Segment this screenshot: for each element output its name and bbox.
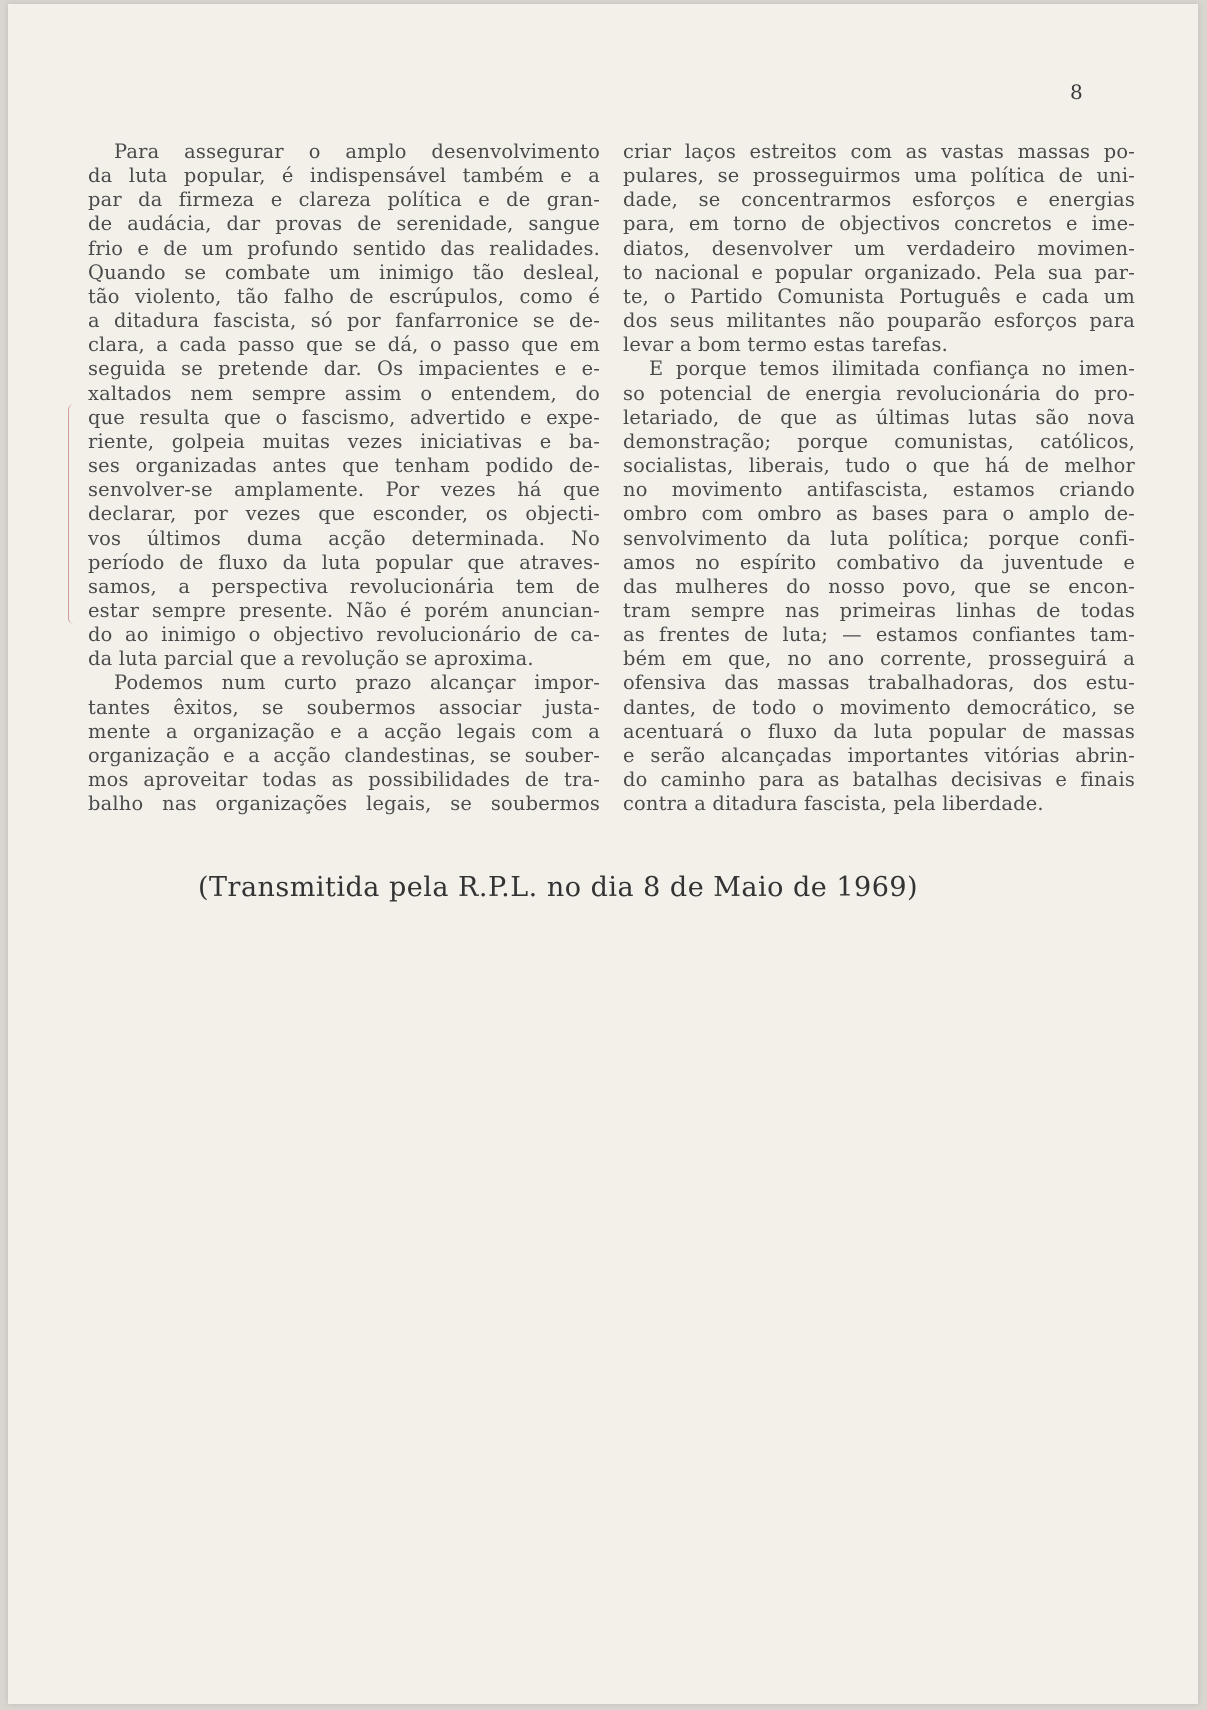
text-line: riente, golpeia muitas vezes iniciativas e ba- — [88, 429, 600, 453]
text-line: das mulheres do nosso povo, que se encon- — [623, 574, 1135, 598]
paragraph — [88, 140, 600, 671]
text-line: frio e de um profundo sentido das realidades. — [88, 236, 600, 260]
text-line: clara, a cada passo que se dá, o passo que em — [88, 333, 600, 357]
text-line: seguida se pretende dar. Os impacientes e e- — [88, 357, 600, 381]
text-line: senvolvimento da luta política; porque confi- — [623, 526, 1135, 550]
text-line: Podemos num curto prazo alcançar impor- — [114, 671, 600, 695]
text-line: do caminho para as batalhas decisivas e finais — [623, 768, 1135, 792]
text-line: ofensiva das massas trabalhadoras, dos estu- — [623, 671, 1135, 695]
text-line: par da firmeza e clareza política e de gran- — [88, 188, 600, 212]
text-line: tantes êxitos, se soubermos associar justa- — [88, 695, 600, 719]
text-line: as frentes de luta; — estamos confiantes tam- — [623, 623, 1135, 647]
left-column — [88, 140, 600, 816]
paragraph — [623, 357, 1135, 816]
margin-annotation-mark — [68, 404, 85, 624]
text-line: so potencial de energia revolucionária do pro- — [623, 381, 1135, 405]
text-line: to nacional e popular organizado. Pela sua par- — [623, 260, 1135, 284]
text-line: organização e a acção clandestinas, se souber- — [88, 743, 600, 767]
text-line: declarar, por vezes que esconder, os objecti- — [88, 502, 600, 526]
text-line: no movimento antifascista, estamos criando — [623, 478, 1135, 502]
text-line: Quando se combate um inimigo tão desleal, — [88, 260, 600, 284]
text-line: letariado, de que as últimas lutas são nova — [623, 405, 1135, 429]
page-number: 8 — [1070, 80, 1083, 104]
text-line: vos últimos duma acção determinada. No — [88, 526, 600, 550]
text-line: da luta parcial que a revolução se aproxima. — [88, 647, 534, 671]
text-line: xaltados nem sempre assim o entendem, do — [88, 381, 600, 405]
text-line: que resulta que o fascismo, advertido e expe- — [88, 405, 600, 429]
text-line: mos aproveitar todas as possibilidades de tra- — [88, 768, 600, 792]
text-line: levar a bom termo estas tarefas. — [623, 333, 948, 357]
text-line: ses organizadas antes que tenham podido de- — [88, 454, 600, 478]
paragraph — [623, 140, 1135, 357]
text-line: estar sempre presente. Não é porém anuncian- — [88, 598, 600, 622]
text-line: demonstração; porque comunistas, católicos, — [623, 429, 1135, 453]
text-line: pulares, se prosseguirmos uma política de uni- — [623, 164, 1135, 188]
text-line: tão violento, tão falho de escrúpulos, como é — [88, 284, 600, 308]
text-line: período de fluxo da luta popular que atraves- — [88, 550, 600, 574]
text-line: E porque temos ilimitada confiança no imen- — [649, 357, 1135, 381]
text-line: senvolver-se amplamente. Por vezes há que — [88, 478, 600, 502]
text-line: ombro com ombro as bases para o amplo de- — [623, 502, 1135, 526]
transmission-note: (Transmitida pela R.P.L. no dia 8 de Maio de 1969) — [198, 872, 919, 903]
text-line: contra a ditadura fascista, pela liberdade. — [623, 792, 1044, 816]
text-line: da luta popular, é indispensável também e a — [88, 164, 600, 188]
text-line: mente a organização e a acção legais com a — [88, 719, 600, 743]
text-line: diatos, desenvolver um verdadeiro movimen- — [623, 236, 1135, 260]
right-column — [623, 140, 1135, 816]
text-line: amos no espírito combativo da juventude e — [623, 550, 1135, 574]
text-line: dade, se concentrarmos esforços e energias — [623, 188, 1135, 212]
text-line: de audácia, dar provas de serenidade, sangue — [88, 212, 600, 236]
text-line: bém em que, no ano corrente, prosseguirá a — [623, 647, 1135, 671]
text-line: te, o Partido Comunista Português e cada um — [623, 284, 1135, 308]
document-page — [8, 4, 1198, 1704]
text-line: dos seus militantes não pouparão esforços para — [623, 309, 1135, 333]
text-line: socialistas, liberais, tudo o que há de melhor — [623, 454, 1135, 478]
text-line: e serão alcançadas importantes vitórias abrin- — [623, 743, 1135, 767]
text-line: dantes, de todo o movimento democrático, se — [623, 695, 1135, 719]
text-line: balho nas organizações legais, se soubermos — [88, 792, 600, 816]
text-line: criar laços estreitos com as vastas massas po- — [623, 140, 1135, 163]
text-line: para, em torno de objectivos concretos e ime- — [623, 212, 1135, 236]
paragraph — [88, 671, 600, 816]
text-line: acentuará o fluxo da luta popular de massas — [623, 719, 1135, 743]
text-line: do ao inimigo o objectivo revolucionário de ca- — [88, 623, 600, 647]
text-line: tram sempre nas primeiras linhas de todas — [623, 598, 1135, 622]
text-line: Para assegurar o amplo desenvolvimento — [114, 140, 600, 163]
text-line: a ditadura fascista, só por fanfarronice se de- — [88, 309, 600, 333]
text-line: samos, a perspectiva revolucionária tem de — [88, 574, 600, 598]
